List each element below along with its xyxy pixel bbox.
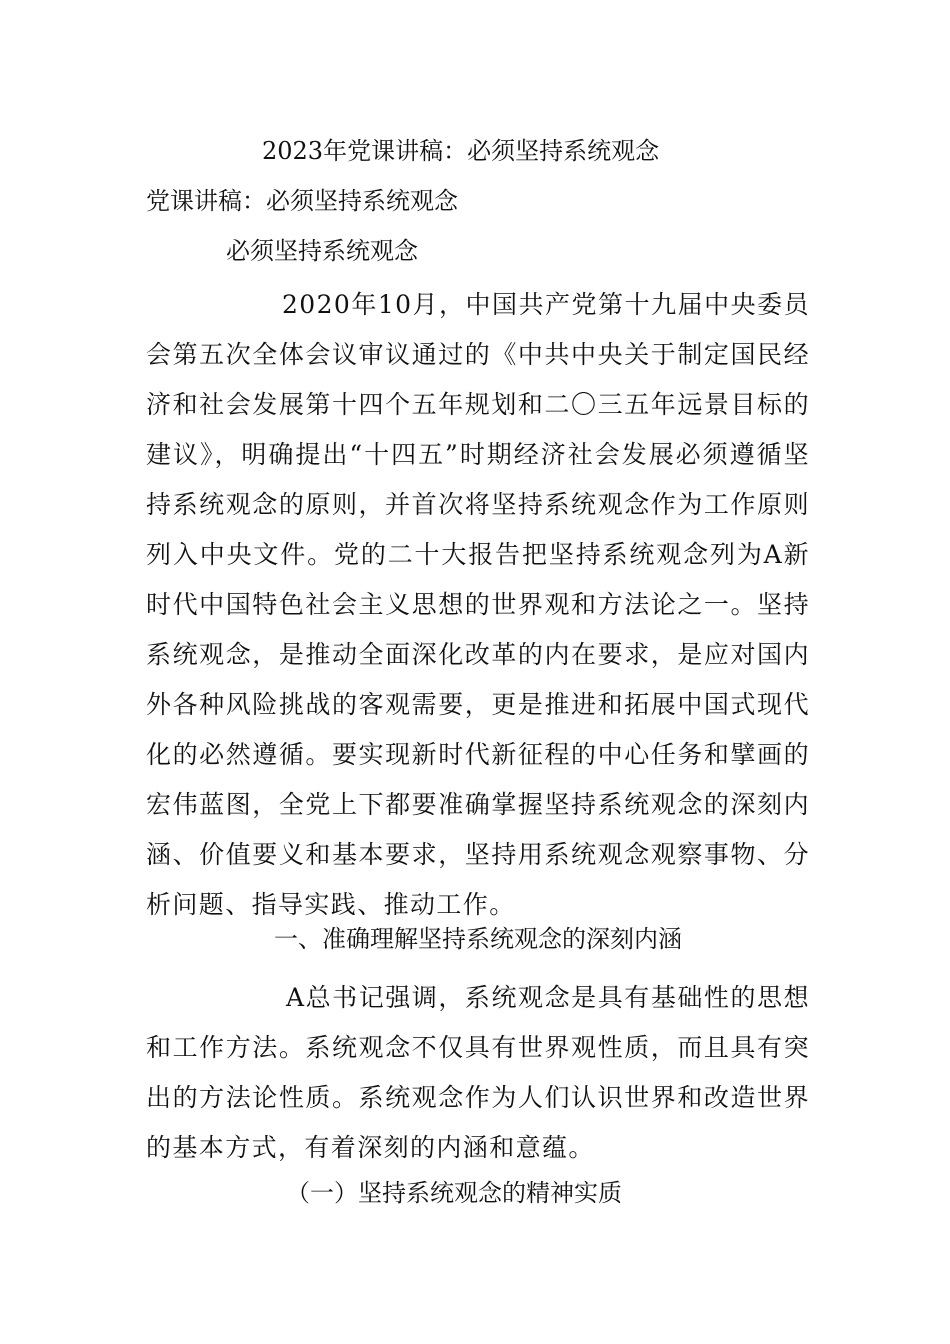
heading-1: 一、准确理解坚持系统观念的深刻内涵 [274, 925, 682, 953]
document-subtitle: 党课讲稿：必须坚持系统观念 [146, 187, 458, 215]
document-title: 2023年党课讲稿：必须坚持系统观念 [262, 137, 660, 165]
section-title: 必须坚持系统观念 [226, 237, 418, 265]
body-paragraph-1: 2020年10月，中国共产党第十九届中央委员会第五次全体会议审议通过的《中共中央关于制定国民经济和社会发展第十四个五年规划和二〇三五年远景目标的建议》，明确提出“十四五”时期经济社会发展必须遵循坚持系统观念的原则，并首次将坚持系统观念作为工作原则列入中央文件。党的二十大报告把坚持系统观念列为A新时代中国特色社会主义思想的世界观和方法论之一。坚持系统观念，是推动全面深化改革的内在要求，是应对国内外各种风险挑战的客观需要，更是推进和拓展中国式现代化的必然遵循。要实现新时代新征程的中心任务和擘画的宏伟蓝图，全党上下都要准确掌握坚持系统观念的深刻内涵、价值要义和基本要求，坚持用系统观念观察事物、分析问题、指导实践、推动工作。 [146, 290, 810, 919]
heading-2: （一）坚持系统观念的精神实质 [286, 1179, 622, 1207]
body-paragraph-2: A总书记强调，系统观念是具有基础性的思想和工作方法。系统观念不仅具有世界观性质，而且具有突出的方法论性质。系统观念作为人们认识世界和改造世界的基本方式，有着深刻的内涵和意蕴。 [146, 983, 810, 1162]
